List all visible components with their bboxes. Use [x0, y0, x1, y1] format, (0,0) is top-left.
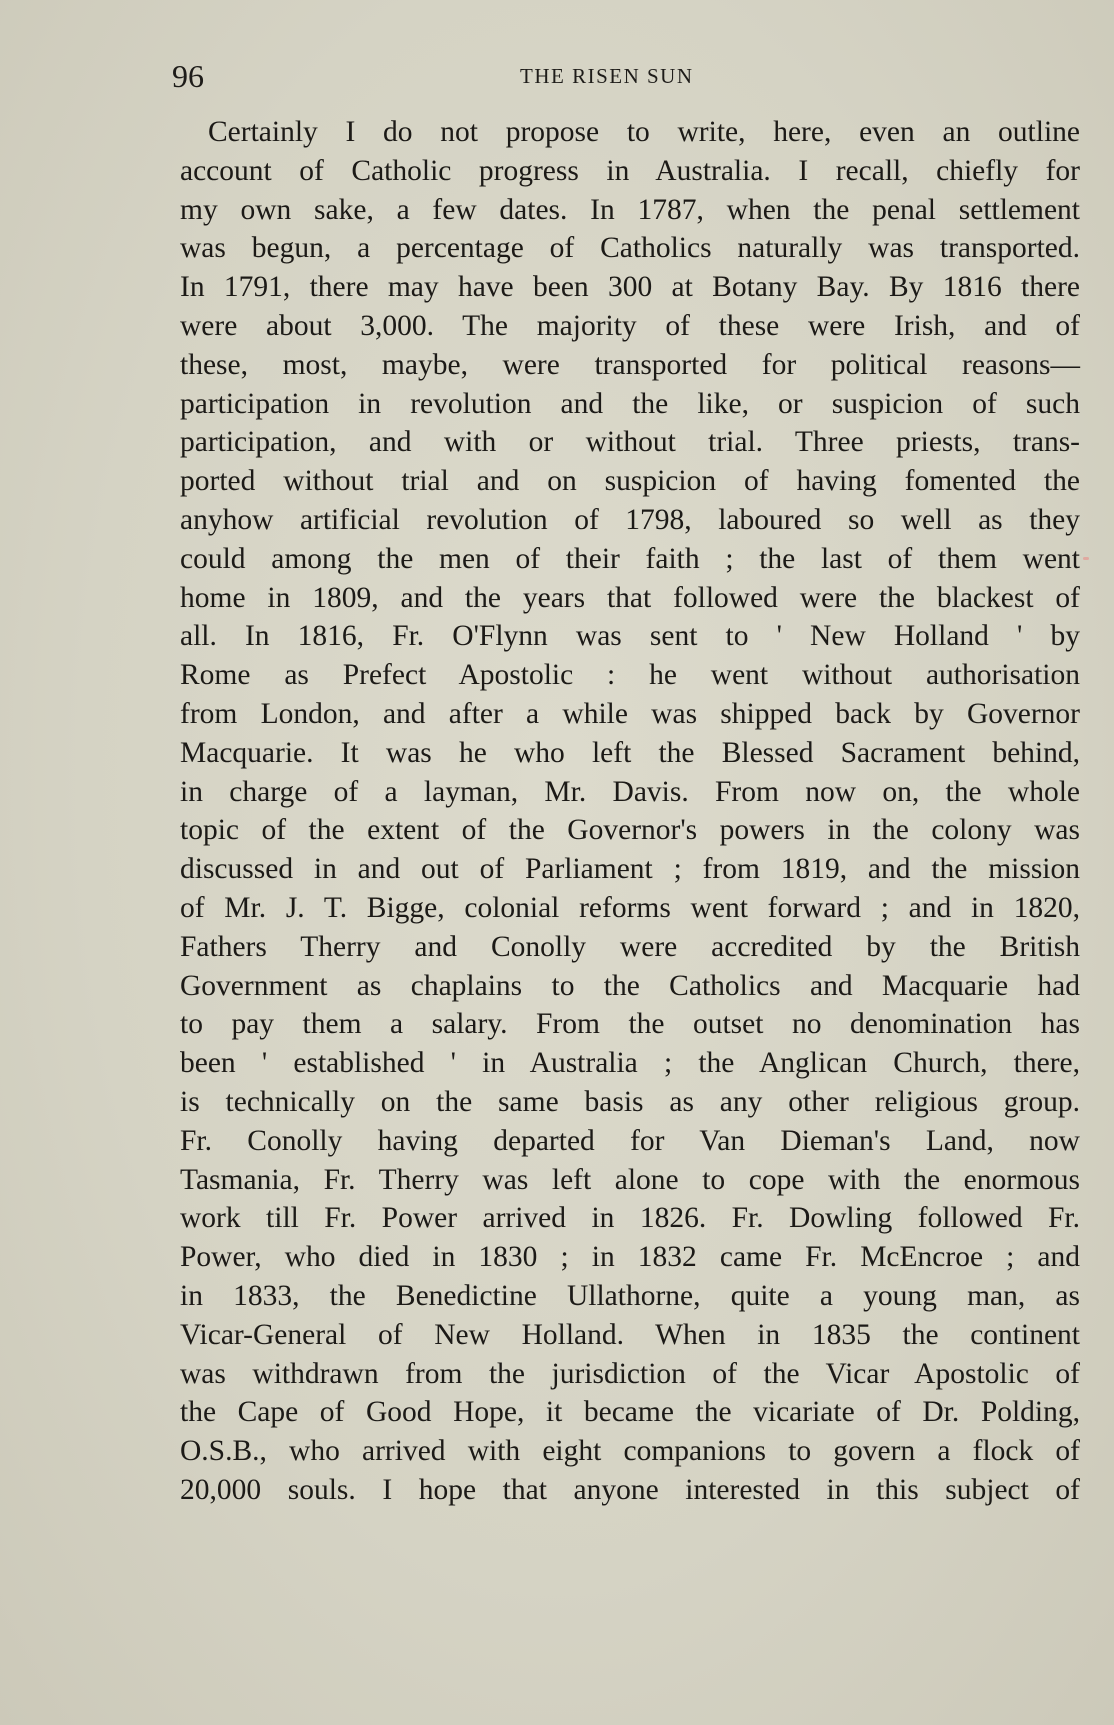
- text-line: work till Fr. Power arrived in 1826. Fr. Dowling followed Fr.: [180, 1202, 1080, 1235]
- text-line: discussed in and out of Parliament ; from 1819, and the mission: [180, 853, 1080, 886]
- text-line: account of Catholic progress in Australia. I recall, chiefly for: [180, 154, 1080, 187]
- text-line: to pay them a salary. From the outset no denomination has: [180, 1008, 1080, 1041]
- text-line: my own sake, a few dates. In 1787, when the penal settlement: [180, 193, 1080, 226]
- text-line: the Cape of Good Hope, it became the vicariate of Dr. Polding,: [180, 1396, 1080, 1429]
- text-line: was withdrawn from the jurisdiction of the Vicar Apostolic of: [180, 1357, 1080, 1390]
- text-line: were about 3,000. The majority of these were Irish, and of: [180, 309, 1080, 342]
- text-line: these, most, maybe, were transported for political reasons—: [180, 348, 1080, 381]
- page-number: 96: [172, 58, 204, 94]
- page-header: [172, 56, 1072, 96]
- text-line: Government as chaplains to the Catholics and Macquarie had: [180, 969, 1080, 1002]
- text-line: in 1833, the Benedictine Ullathorne, quite a young man, as: [180, 1279, 1080, 1312]
- text-line: Fr. Conolly having departed for Van Dieman's Land, now: [180, 1124, 1080, 1157]
- running-head: THE RISEN SUN: [520, 64, 694, 88]
- text-line: Rome as Prefect Apostolic : he went without authorisation: [180, 659, 1080, 692]
- text-line: in charge of a layman, Mr. Davis. From now on, the whole: [180, 775, 1080, 808]
- text-line: could among the men of their faith ; the last of them went: [180, 542, 1080, 575]
- text-line: Macquarie. It was he who left the Blessed Sacrament behind,: [180, 736, 1080, 769]
- text-line: is technically on the same basis as any other religious group.: [180, 1085, 1080, 1118]
- text-line: Vicar-General of New Holland. When in 1835 the continent: [180, 1318, 1080, 1351]
- text-line: Certainly I do not propose to write, here, even an outline: [208, 116, 1080, 148]
- text-line: from London, and after a while was shipped back by Governor: [180, 697, 1080, 730]
- text-line: participation, and with or without trial. Three priests, trans-: [180, 426, 1080, 459]
- body-text: [180, 113, 1080, 1510]
- text-line: Fathers Therry and Conolly were accredited by the British: [180, 930, 1080, 963]
- text-line: home in 1809, and the years that followed were the blackest of: [180, 581, 1080, 614]
- text-line: In 1791, there may have been 300 at Botany Bay. By 1816 there: [180, 271, 1080, 304]
- text-line: participation in revolution and the like, or suspicion of such: [180, 387, 1080, 420]
- text-line: ported without trial and on suspicion of having fomented the: [180, 465, 1080, 498]
- text-line: O.S.B., who arrived with eight companions to govern a flock of: [180, 1435, 1080, 1468]
- text-line: was begun, a percentage of Catholics naturally was transported.: [180, 232, 1080, 265]
- text-line: Power, who died in 1830 ; in 1832 came Fr. McEncroe ; and: [180, 1241, 1080, 1274]
- text-line: Tasmania, Fr. Therry was left alone to cope with the enormous: [180, 1163, 1080, 1196]
- text-line: of Mr. J. T. Bigge, colonial reforms went forward ; and in 1820,: [180, 891, 1080, 924]
- text-line: anyhow artificial revolution of 1798, laboured so well as they: [180, 503, 1080, 536]
- text-line: 20,000 souls. I hope that anyone interested in this subject of: [180, 1473, 1080, 1506]
- text-line: all. In 1816, Fr. O'Flynn was sent to ' New Holland ' by: [180, 620, 1080, 653]
- text-line: been ' established ' in Australia ; the Anglican Church, there,: [180, 1047, 1080, 1080]
- text-line: topic of the extent of the Governor's powers in the colony was: [180, 814, 1080, 847]
- margin-mark: [1083, 557, 1089, 560]
